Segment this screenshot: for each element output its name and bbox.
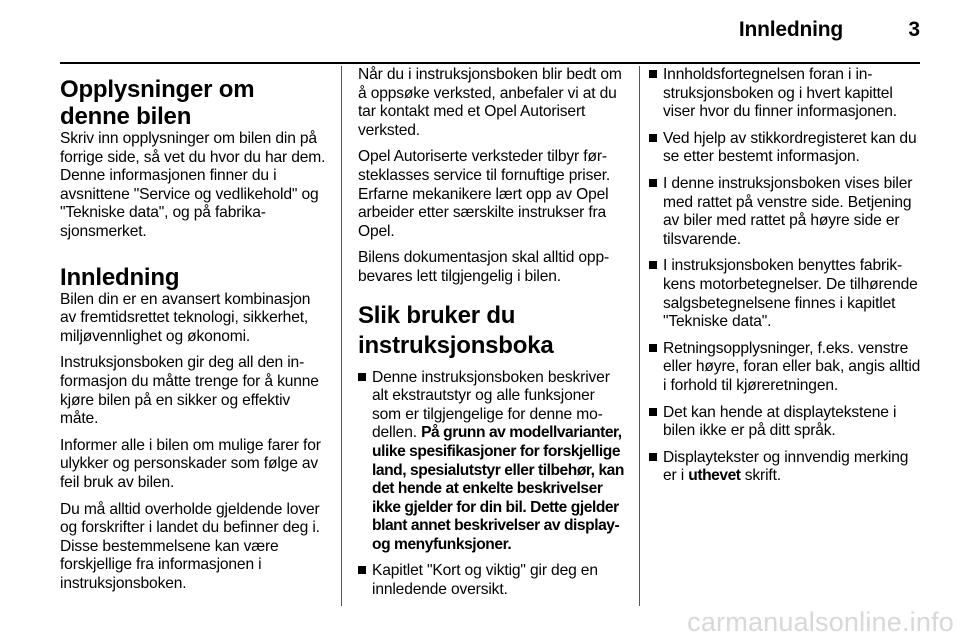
bullet-square-icon [358,566,366,574]
list-item: Retningsopplysninger, f.eks. venstre eller høyre, foran eller bak, angis alltid i forhold til kjøreretningen. [649,340,924,396]
header-rule [60,62,920,64]
column-2 [358,66,624,606]
column-3 [649,66,924,606]
bold-note: På grunn av modellvarianter, ulike spesifikasjoner for forskjellige land, spesialutstyr eller tilbehør, kan det hende at enkelte beskrivelser ikke gjelder for din bil. Dette gjelder blant annet beskrivelser av display- og menyfunksjoner. [372,424,624,553]
running-title: Innledning [738,18,843,41]
bullet-list [358,369,624,600]
paragraph: Bilens dokumentasjon skal alltid oppbevares lett tilgjengelig i bilen. [358,249,610,285]
watermark-text: carmanualsonline.info [687,607,954,637]
column-divider-1 [341,66,342,606]
bullet-square-icon [358,373,366,381]
bullet-square-icon [649,344,657,352]
paragraph: Skriv inn opplysninger om bilen din på forrige side, så vet du hvor du har dem. Denne informasjonen finner du i avsnittene "Service og vedlikehold" og "Tekniske data", og på fabrikasjonsmerket. [60,130,326,240]
column-divider-2 [639,66,640,606]
heading-introduction: Innledning [60,263,180,291]
bullet-square-icon [649,179,657,187]
bullet-square-icon [649,408,657,416]
bullet-list [649,66,924,486]
paragraph: Bilen din er en avansert kombinasjon av fremtidsrettet teknologi, sikkerhet, miljøvennlighet og økonomi. [60,290,311,345]
heading-vehicle-info: Opplysninger om denne bilen [60,76,255,130]
list-item: I instruksjonsboken benyttes fabrikkens motorbetegnelser. De tilhørende salgsbetegnelsene finnes i kapitlet "Tekniske data". [649,257,924,331]
bullet-square-icon [649,70,657,78]
bullet-square-icon [649,453,657,461]
bullet-square-icon [649,134,657,142]
list-item: I denne instruksjonsboken vises biler med rattet på venstre side. Betjening av biler med rattet på høyre side er tilsvarende. [649,175,924,249]
list-item: Innholdsfortegnelsen foran i instruksjonsboken og i hvert kapittel viser hvor du finner informasjonen. [649,66,924,122]
paragraph: Instruksjonsboken gir deg all den informasjon du måtte trenge for å kunne kjøre bilen på en sikker og effektiv måte. [60,354,319,428]
paragraph: Du må alltid overholde gjeldende lover og forskrifter i landet du befinner deg i. Disse bestemmelsene kan være forskjellige fra informasjonen i instruksjonsboken. [60,500,320,592]
page-number: 3 [908,18,920,41]
paragraph: Opel Autoriserte verksteder tilbyr førsteklasses service til fornuftige priser. Erfarne mekanikere lært opp av Opel arbeider etter særskilte instrukser fra Opel. [358,148,611,240]
list-item: Displaytekster og innvendig merking er i uthevet skrift. [649,449,924,486]
paragraph: Informer alle i bilen om mulige farer for ulykker og personskader som følge av feil bruk av bilen. [60,436,321,491]
list-item: Denne instruksjonsboken beskriver alt ekstrautstyr og alle funksjoner som er tilgjengelige for denne modellen. På grunn av modellvarianter, ulike spesifikasjoner for forskjellige land, spesialutstyr eller tilbehør, kan det hende at enkelte beskrivelser ikke gjelder for din bil. Dette gjelder blant annet beskrivelser av display- og menyfunksjoner. [358,369,624,555]
column-1 [60,76,328,606]
list-item: Kapitlet "Kort og viktig" gir deg en innledende oversikt. [358,562,624,599]
heading-how-to-use: Slik bruker du instruksjonsboka [358,301,554,359]
list-item: Det kan hende at displaytekstene i bilen ikke er på ditt språk. [649,404,924,441]
bold-word: uthevet [688,467,741,485]
bullet-square-icon [649,261,657,269]
page-header [0,0,960,70]
list-item: Ved hjelp av stikkordregisteret kan du se etter bestemt informasjon. [649,130,924,167]
paragraph: Når du i instruksjonsboken blir bedt om å oppsøke verksted, anbefaler vi at du tar kontakt med et Opel Autorisert verksted. [358,66,622,139]
